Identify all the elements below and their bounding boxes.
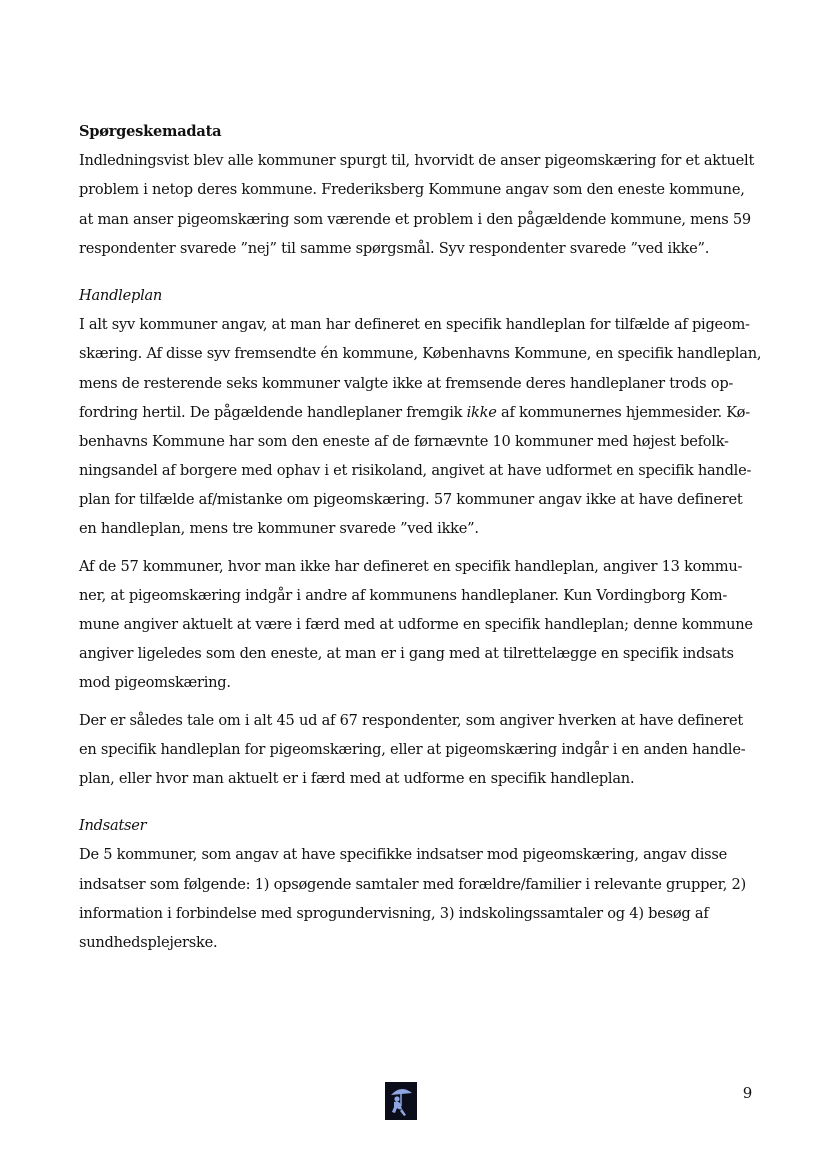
text-line: mens de resterende seks kommuner valgte ikke at fremsende deres handleplaner trods op-	[79, 374, 734, 392]
emphasized-word: ikke	[466, 403, 497, 421]
text-line: I alt syv kommuner angav, at man har defineret en specifik handleplan for tilfælde af pigeom-	[79, 316, 750, 334]
figure-head	[394, 1096, 399, 1101]
text-line: ner, at pigeomskæring indgår i andre af kommunens handleplaner. Kun Vordingborg Kom-	[79, 586, 728, 604]
text-line: information i forbindelse med sprogundervisning, 3) indskolingssamtaler og 4) besøg af	[79, 904, 709, 922]
text-line: Der er således tale om i alt 45 ud af 67 respondenter, som angiver hverken at have defineret	[79, 711, 743, 729]
page-number: 9	[742, 1084, 752, 1102]
text-line: indsatser som følgende: 1) opsøgende samtaler med forældre/familier i relevante grupper, 2)	[79, 875, 746, 893]
indsatser-paragraph	[79, 840, 751, 957]
text-line: plan for tilfælde af/mistanke om pigeomskæring. 57 kommuner angav ikke at have defineret	[79, 491, 743, 509]
subheading-indsatser: Indsatser	[79, 817, 147, 835]
text-line: Af de 57 kommuner, hvor man ikke har defineret en specifik handleplan, angiver 13 kommu-	[79, 557, 743, 575]
subheading-handleplan: Handleplan	[79, 286, 163, 304]
text-line: respondenter svarede ”nej” til samme spørgsmål. Syv respondenter svarede ”ved ikke”.	[79, 239, 710, 257]
text-line: mune angiver aktuelt at være i færd med at udforme en specifik handleplan; denne kommune	[79, 616, 753, 633]
umbrella-figure-icon	[385, 1082, 417, 1120]
text-line: mod pigeomskæring.	[79, 674, 231, 692]
handleplan-paragraph-3	[79, 706, 751, 794]
text-line: problem i netop deres kommune. Frederiksberg Kommune angav som den eneste kommune,	[79, 181, 745, 199]
handleplan-paragraph-2	[79, 552, 751, 698]
section-heading: Spørgeskemadata	[79, 123, 222, 140]
text-run: af kommunernes hjemmesider. Kø-	[496, 403, 750, 421]
text-line: en specifik handleplan for pigeomskæring, eller at pigeomskæring indgår i en anden handle-	[79, 740, 746, 758]
text-line: ningsandel af borgere med ophav i et risikoland, angivet at have udformet en specifik handle-	[79, 462, 752, 480]
text-line: Indledningsvist blev alle kommuner spurgt til, hvorvidt de anser pigeomskæring for et aktuelt	[79, 152, 755, 170]
text-line: at man anser pigeomskæring som værende et problem i den pågældende kommune, mens 59	[79, 210, 751, 228]
intro-paragraph	[79, 146, 755, 263]
handleplan-paragraph-1	[79, 310, 762, 544]
page-content	[79, 117, 762, 957]
text-line: skæring. Af disse syv fremsendte én kommune, Københavns Kommune, en specifik handleplan,	[79, 345, 762, 363]
text-line	[79, 398, 751, 427]
text-run: fordring hertil. De pågældende handleplaner fremgik	[79, 403, 467, 421]
text-line: benhavns Kommune har som den eneste af de førnævnte 10 kommuner med højest befolk-	[79, 432, 729, 450]
text-line: en handleplan, mens tre kommuner svarede ”ved ikke”.	[79, 520, 479, 538]
text-line: plan, eller hvor man aktuelt er i færd med at udforme en specifik handleplan.	[79, 769, 635, 787]
text-line: De 5 kommuner, som angav at have specifikke indsatser mod pigeomskæring, angav disse	[79, 846, 728, 864]
text-line: sundhedsplejerske.	[79, 933, 218, 951]
text-line: angiver ligeledes som den eneste, at man er i gang med at tilrettelægge en specifik indsats	[79, 645, 734, 663]
